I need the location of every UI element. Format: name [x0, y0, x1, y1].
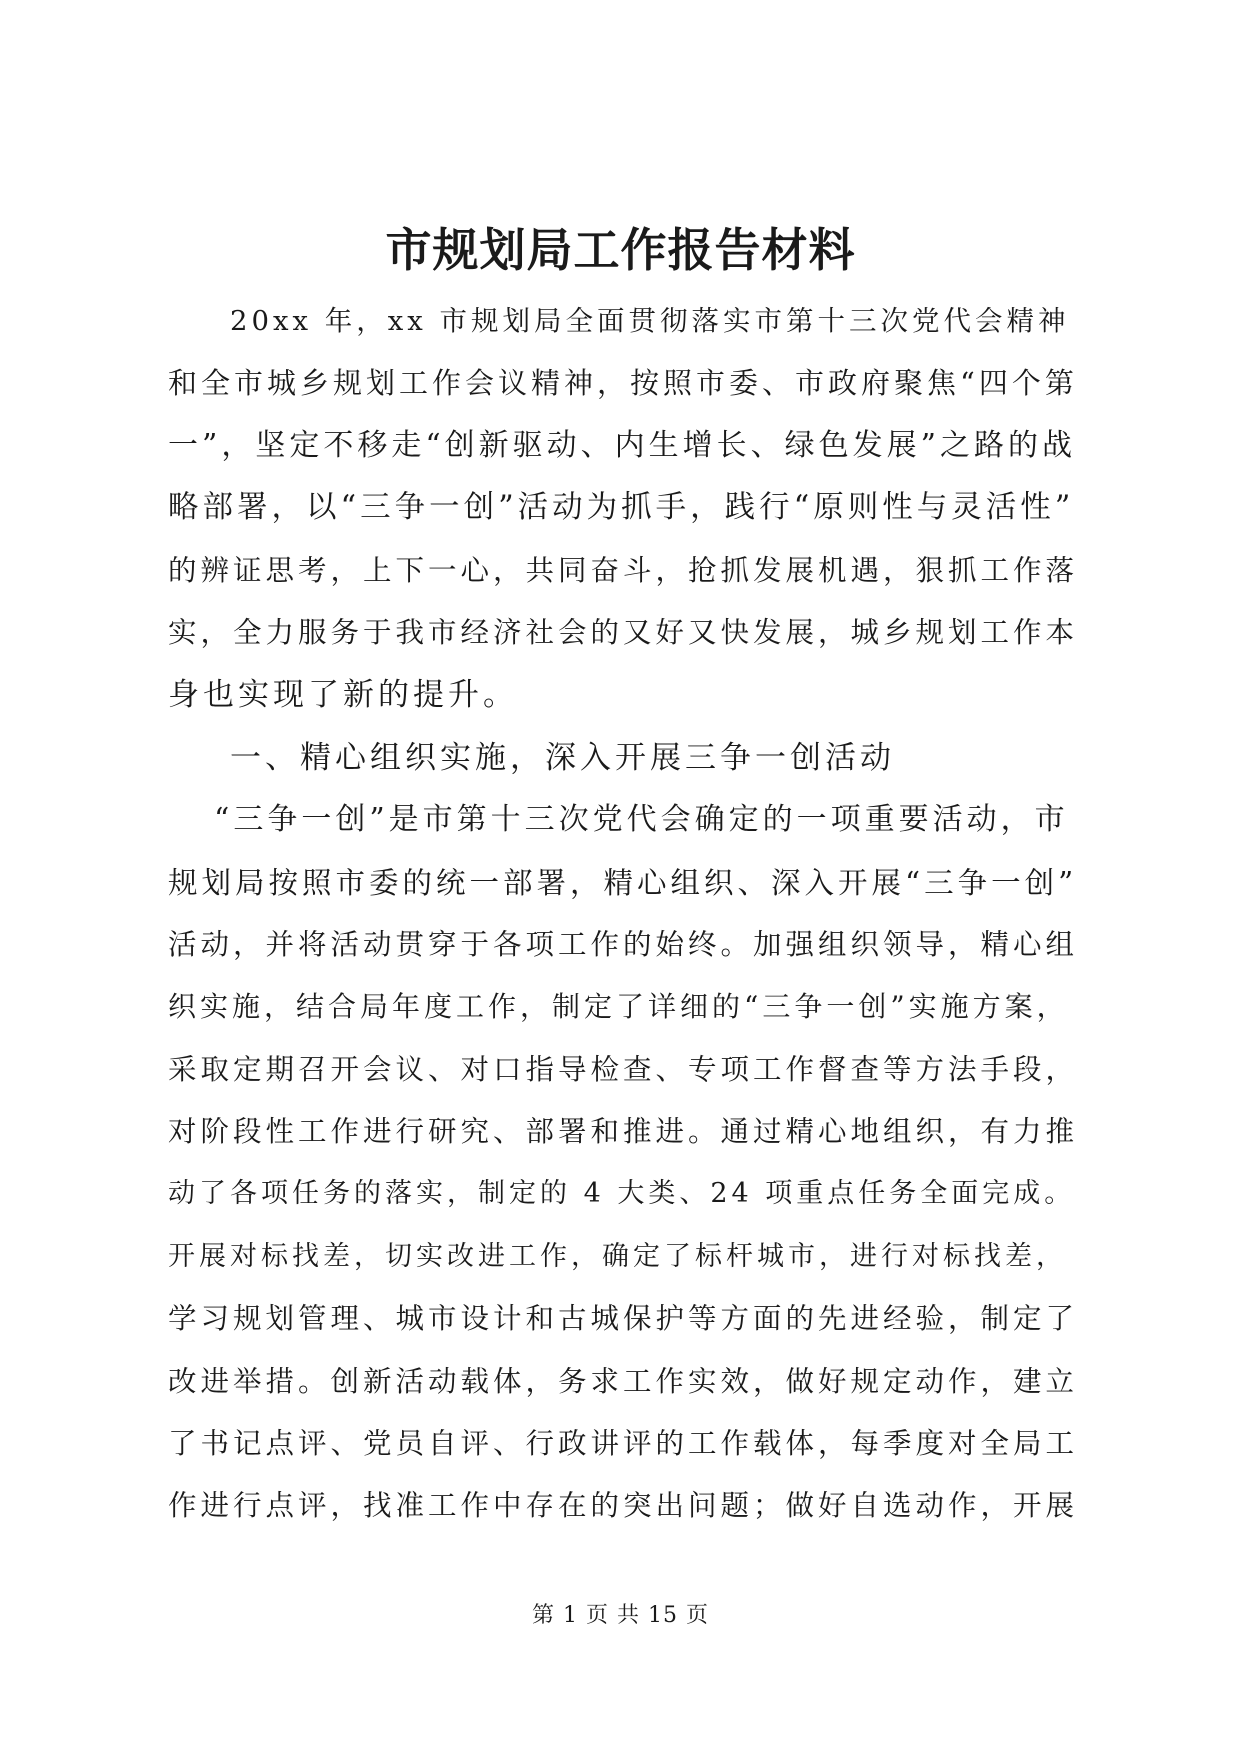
paragraph-line: 作进行点评，找准工作中存在的突出问题；做好自选动作，开展 — [168, 1489, 1079, 1523]
document-title: 市规划局工作报告材料 — [385, 223, 856, 277]
paragraph-line: 学习规划管理、城市设计和古城保护等方面的先进经验，制定了 — [168, 1302, 1079, 1336]
paragraph-line: 实，全力服务于我市经济社会的又好又快发展，城乡规划工作本 — [168, 615, 1079, 649]
paragraph-line: 略部署，以“三争一创”活动为抓手，践行“原则性与灵活性” — [168, 490, 1075, 526]
section-heading: 一、精心组织实施，深入开展三争一创活动 — [230, 739, 895, 776]
paragraph-line: 开展对标找差，切实改进工作，确定了标杆城市，进行对标找差， — [168, 1240, 1067, 1272]
paragraph-line: 20xx 年，xx 市规划局全面贯彻落实市第十三次党代会精神 — [230, 305, 1070, 337]
paragraph-line: 活动，并将活动贯穿于各项工作的始终。加强组织领导，精心组 — [168, 927, 1079, 961]
paragraph-line: 一”，坚定不移走“创新驱动、内生增长、绿色发展”之路的战 — [168, 427, 1077, 463]
paragraph-line: 改进举措。创新活动载体，务求工作实效，做好规定动作，建立 — [168, 1364, 1079, 1398]
paragraph-line: 了书记点评、党员自评、行政讲评的工作载体，每季度对全局工 — [168, 1427, 1079, 1461]
paragraph-line: 身也实现了新的提升。 — [168, 677, 518, 714]
paragraph-line: 规划局按照市委的统一部署，精心组织、深入开展“三争一创” — [168, 865, 1078, 900]
page-number-footer: 第 1 页 共 15 页 — [532, 1603, 709, 1628]
paragraph-line: 对阶段性工作进行研究、部署和推进。通过精心地组织，有力推 — [168, 1115, 1079, 1149]
paragraph-line: 的辨证思考，上下一心，共同奋斗，抢抓发展机遇，狠抓工作落 — [168, 553, 1079, 587]
document-body — [168, 290, 1078, 1538]
paragraph-line: 动了各项任务的落实，制定的 4 大类、24 项重点任务全面完成。 — [168, 1178, 1076, 1210]
paragraph-line: 织实施，结合局年度工作，制定了详细的“三争一创”实施方案， — [168, 990, 1069, 1024]
paragraph-line: “三争一创”是市第十三次党代会确定的一项重要活动，市 — [214, 802, 1069, 838]
paragraph-line: 和全市城乡规划工作会议精神，按照市委、市政府聚焦“四个第 — [168, 366, 1078, 401]
paragraph-line: 采取定期召开会议、对口指导检查、专项工作督查等方法手段， — [168, 1052, 1079, 1086]
